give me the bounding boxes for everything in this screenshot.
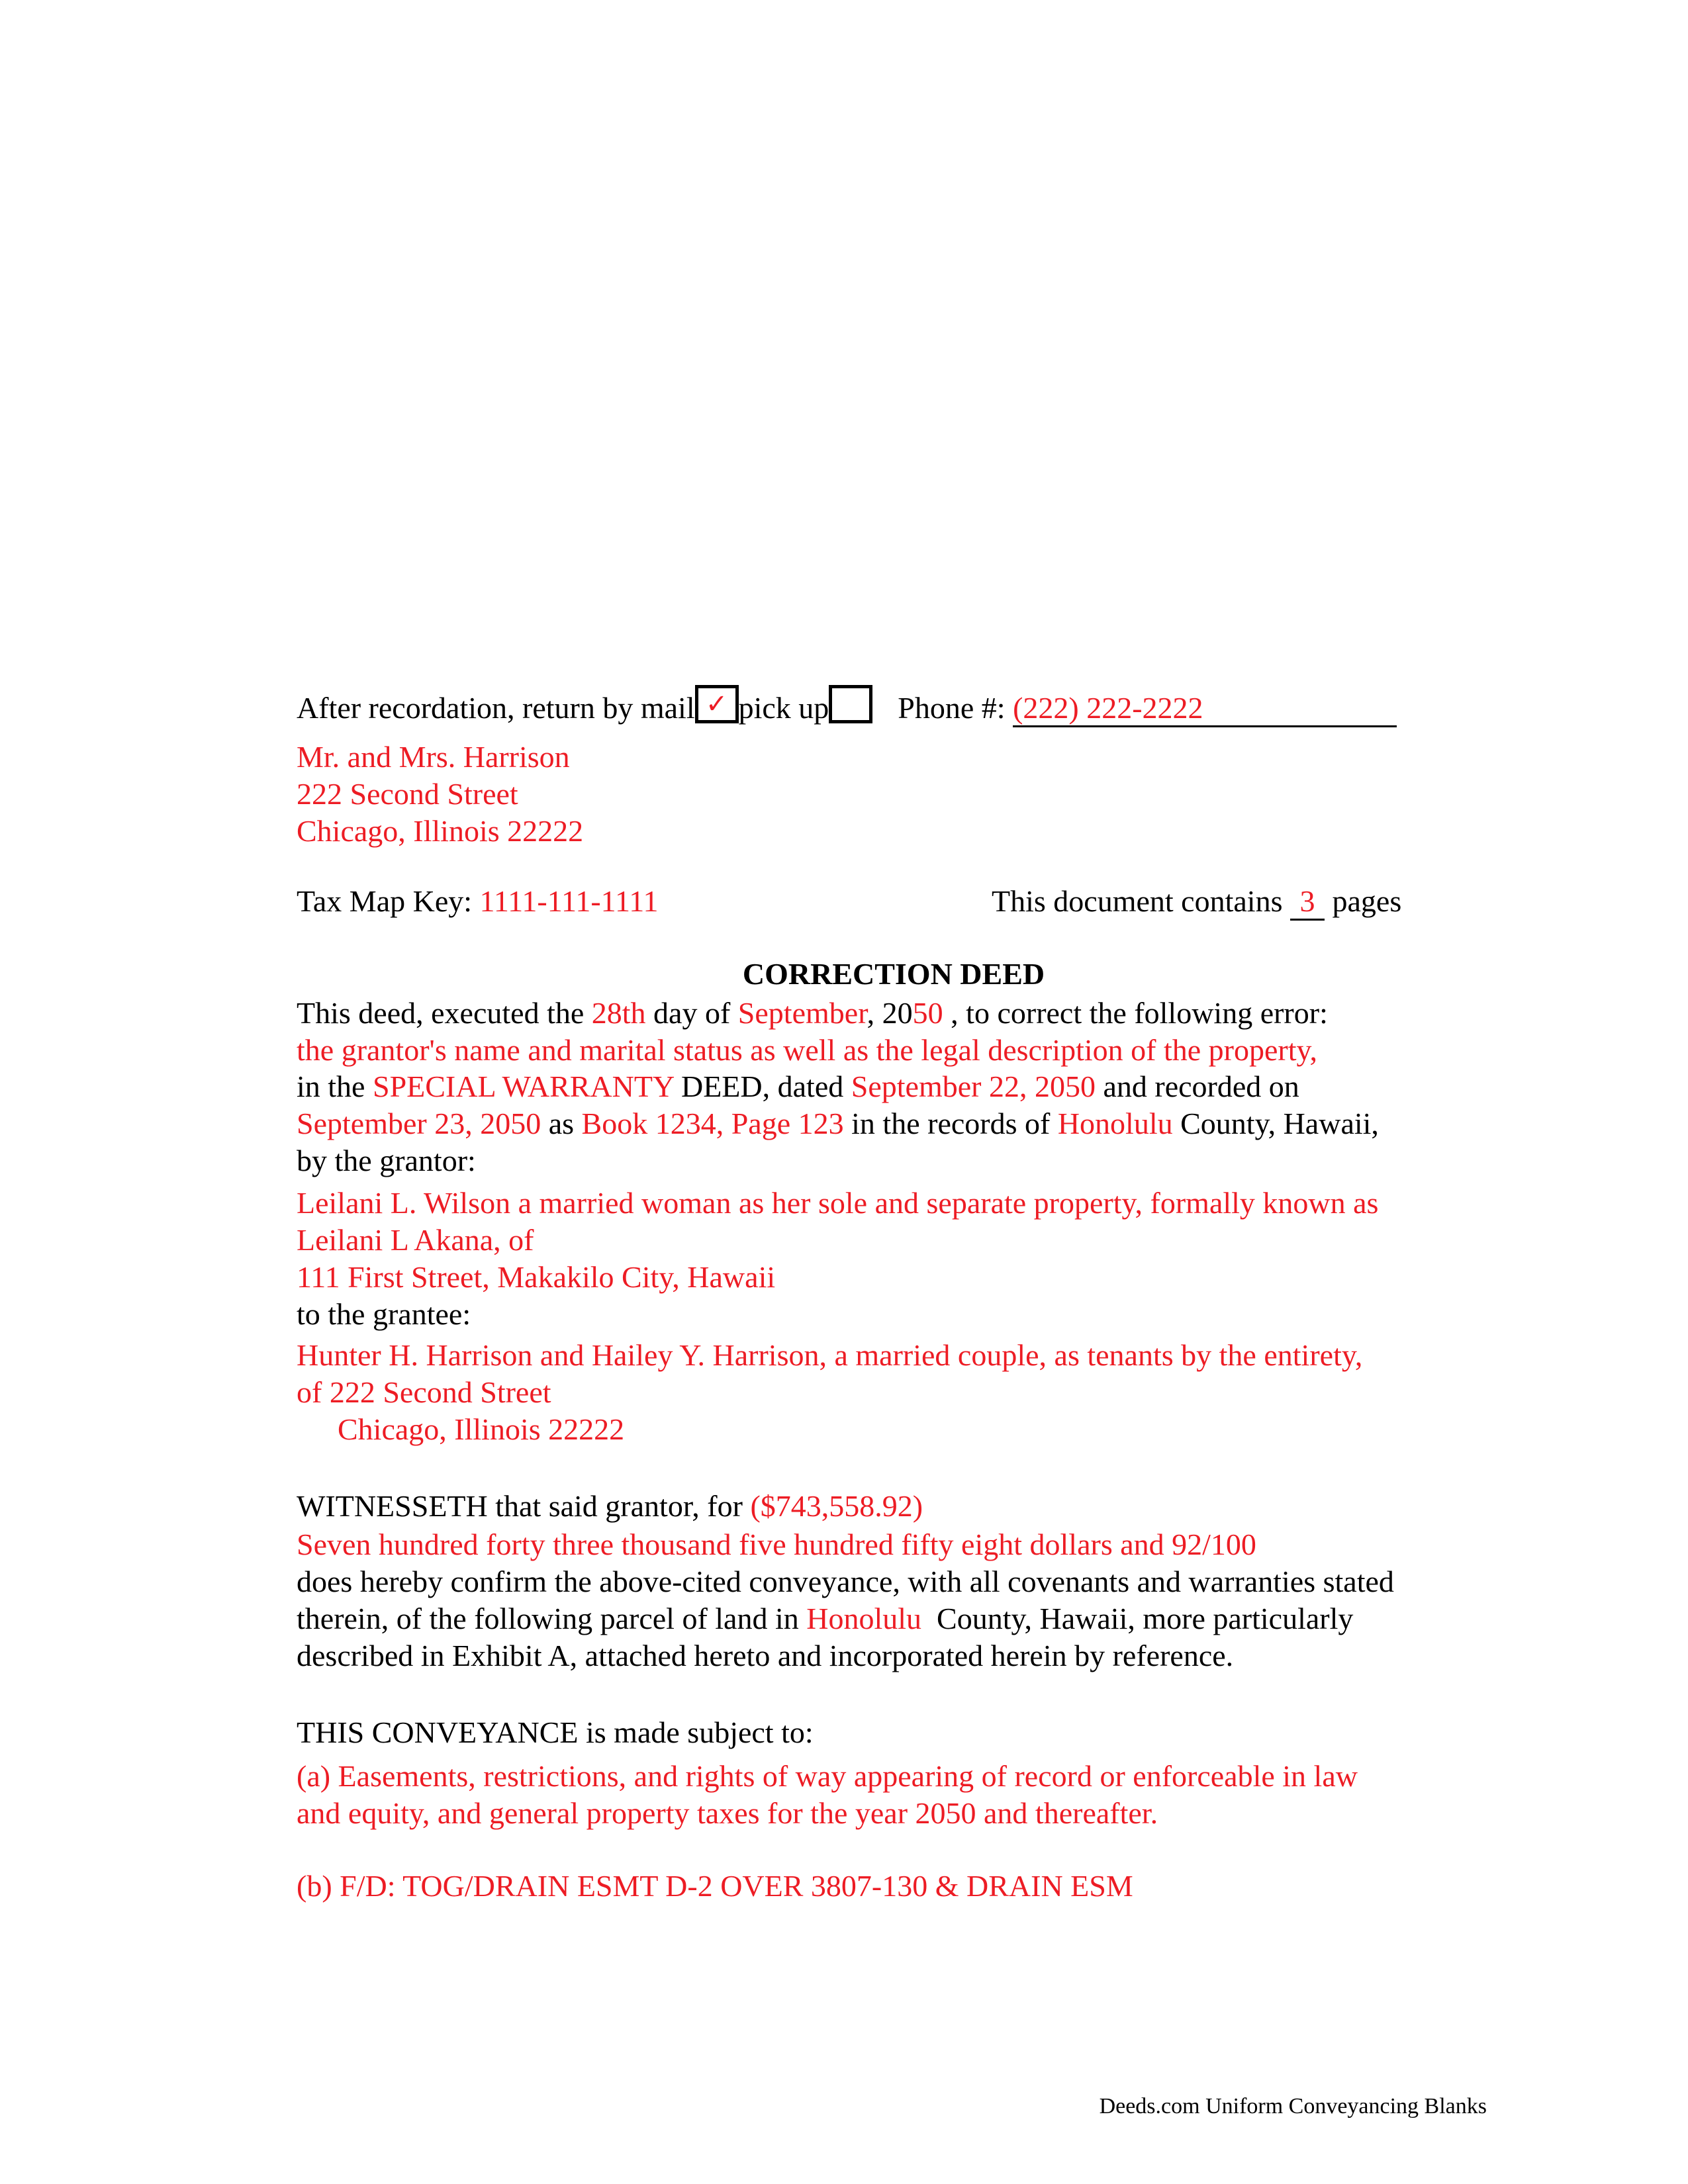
grantee-street-line xyxy=(297,1374,551,1411)
book-page: Book 1234, Page 123 xyxy=(581,1107,844,1140)
consideration-words: Seven hundred forty three thousand five hundred fifty eight dollars and 92/100 xyxy=(297,1527,1256,1561)
execution-day: 28th xyxy=(591,996,646,1030)
conveyance-heading: THIS CONVEYANCE is made subject to: xyxy=(297,1715,814,1749)
witness-text-2-prefix: therein, of the following parcel of land in xyxy=(297,1602,799,1635)
tax-map-key-label: Tax Map Key: xyxy=(297,884,473,918)
mail-checkbox[interactable]: ✓ xyxy=(695,685,739,723)
phone-label: Phone #: xyxy=(898,691,1006,725)
as-text: as xyxy=(548,1107,575,1140)
witness-text-2 xyxy=(297,1600,1353,1637)
pickup-label: pick up xyxy=(738,691,829,725)
return-line xyxy=(297,690,1397,730)
by-grantor-label: by the grantor: xyxy=(297,1144,476,1177)
exception-a-line-2: and equity, and general property taxes for the year 2050 and thereafter. xyxy=(297,1796,1158,1830)
executed-line xyxy=(297,995,1328,1032)
phone-field[interactable]: (222) 222-2222 xyxy=(1013,691,1397,727)
year-prefix: , 20 xyxy=(867,996,913,1030)
grantor-address: 111 First Street, Makakilo City, Hawaii xyxy=(297,1260,776,1294)
return-name: Mr. and Mrs. Harrison xyxy=(297,740,570,774)
error-description: the grantor's name and marital status as well as the legal description of the property, xyxy=(297,1033,1317,1067)
recorded-on-text: and recorded on xyxy=(1103,1069,1299,1103)
document-title: CORRECTION DEED xyxy=(742,957,1045,991)
deed-dated-text: DEED, dated xyxy=(680,1069,844,1103)
witness-text-2-suffix: County, Hawaii, more particularly xyxy=(937,1602,1354,1635)
recorded-date: September 23, 2050 xyxy=(297,1107,541,1140)
of-text: of xyxy=(297,1375,322,1409)
parcel-county: Honolulu xyxy=(806,1602,922,1635)
footer-brand: Deeds.com Uniform Conveyancing Blanks xyxy=(1099,2094,1487,2118)
witness-text-1: does hereby confirm the above-cited conveyance, with all covenants and warranties stated xyxy=(297,1565,1394,1598)
executed-prefix: This deed, executed the xyxy=(297,996,585,1030)
return-text: After recordation, return by mail xyxy=(297,691,695,725)
recording-line xyxy=(297,1105,1379,1142)
witness-text-3: described in Exhibit A, attached hereto and incorporated herein by reference. xyxy=(297,1639,1234,1672)
county-state-text: County, Hawaii, xyxy=(1180,1107,1379,1140)
grantee-city: Chicago, Illinois 22222 xyxy=(338,1412,625,1446)
deed-type-line xyxy=(297,1068,1299,1105)
execution-year: 50 xyxy=(912,996,943,1030)
page-count-value: 3 xyxy=(1290,884,1325,921)
exception-b: (b) F/D: TOG/DRAIN ESMT D-2 OVER 3807-130 & DRAIN ESM xyxy=(297,1869,1133,1903)
day-of-text: day of xyxy=(653,996,731,1030)
to-grantee-label: to the grantee: xyxy=(297,1297,471,1331)
return-street: 222 Second Street xyxy=(297,777,518,811)
page-count-suffix: pages xyxy=(1332,884,1402,918)
grantor-line-1: Leilani L. Wilson a married woman as her sole and separate property, formally known as xyxy=(297,1186,1379,1220)
execution-month: September xyxy=(737,996,867,1030)
page-count-prefix: This document contains xyxy=(992,884,1283,918)
tax-map-key-line xyxy=(297,883,659,920)
recording-county: Honolulu xyxy=(1057,1107,1173,1140)
exception-a-line-1: (a) Easements, restrictions, and rights of way appearing of record or enforceable in law xyxy=(297,1759,1358,1793)
grantee-street: 222 Second Street xyxy=(329,1375,551,1409)
grantor-line-2: Leilani L Akana, of xyxy=(297,1223,534,1257)
correct-text: , to correct the following error: xyxy=(951,996,1328,1030)
witness-line xyxy=(297,1488,923,1525)
tax-map-key-value: 1111-111-1111 xyxy=(479,884,659,918)
in-records-text: in the records of xyxy=(851,1107,1051,1140)
witness-prefix: WITNESSETH that said grantor, for xyxy=(297,1489,743,1523)
grantee-names: Hunter H. Harrison and Hailey Y. Harrison, a married couple, as tenants by the entirety, xyxy=(297,1338,1363,1372)
in-the-text: in the xyxy=(297,1069,365,1103)
pickup-checkbox[interactable] xyxy=(829,685,872,723)
return-city: Chicago, Illinois 22222 xyxy=(297,814,584,848)
deed-type: SPECIAL WARRANTY xyxy=(372,1069,674,1103)
consideration-amount: ($743,558.92) xyxy=(750,1489,923,1523)
page-count-line xyxy=(992,883,1401,921)
deed-date: September 22, 2050 xyxy=(851,1069,1096,1103)
